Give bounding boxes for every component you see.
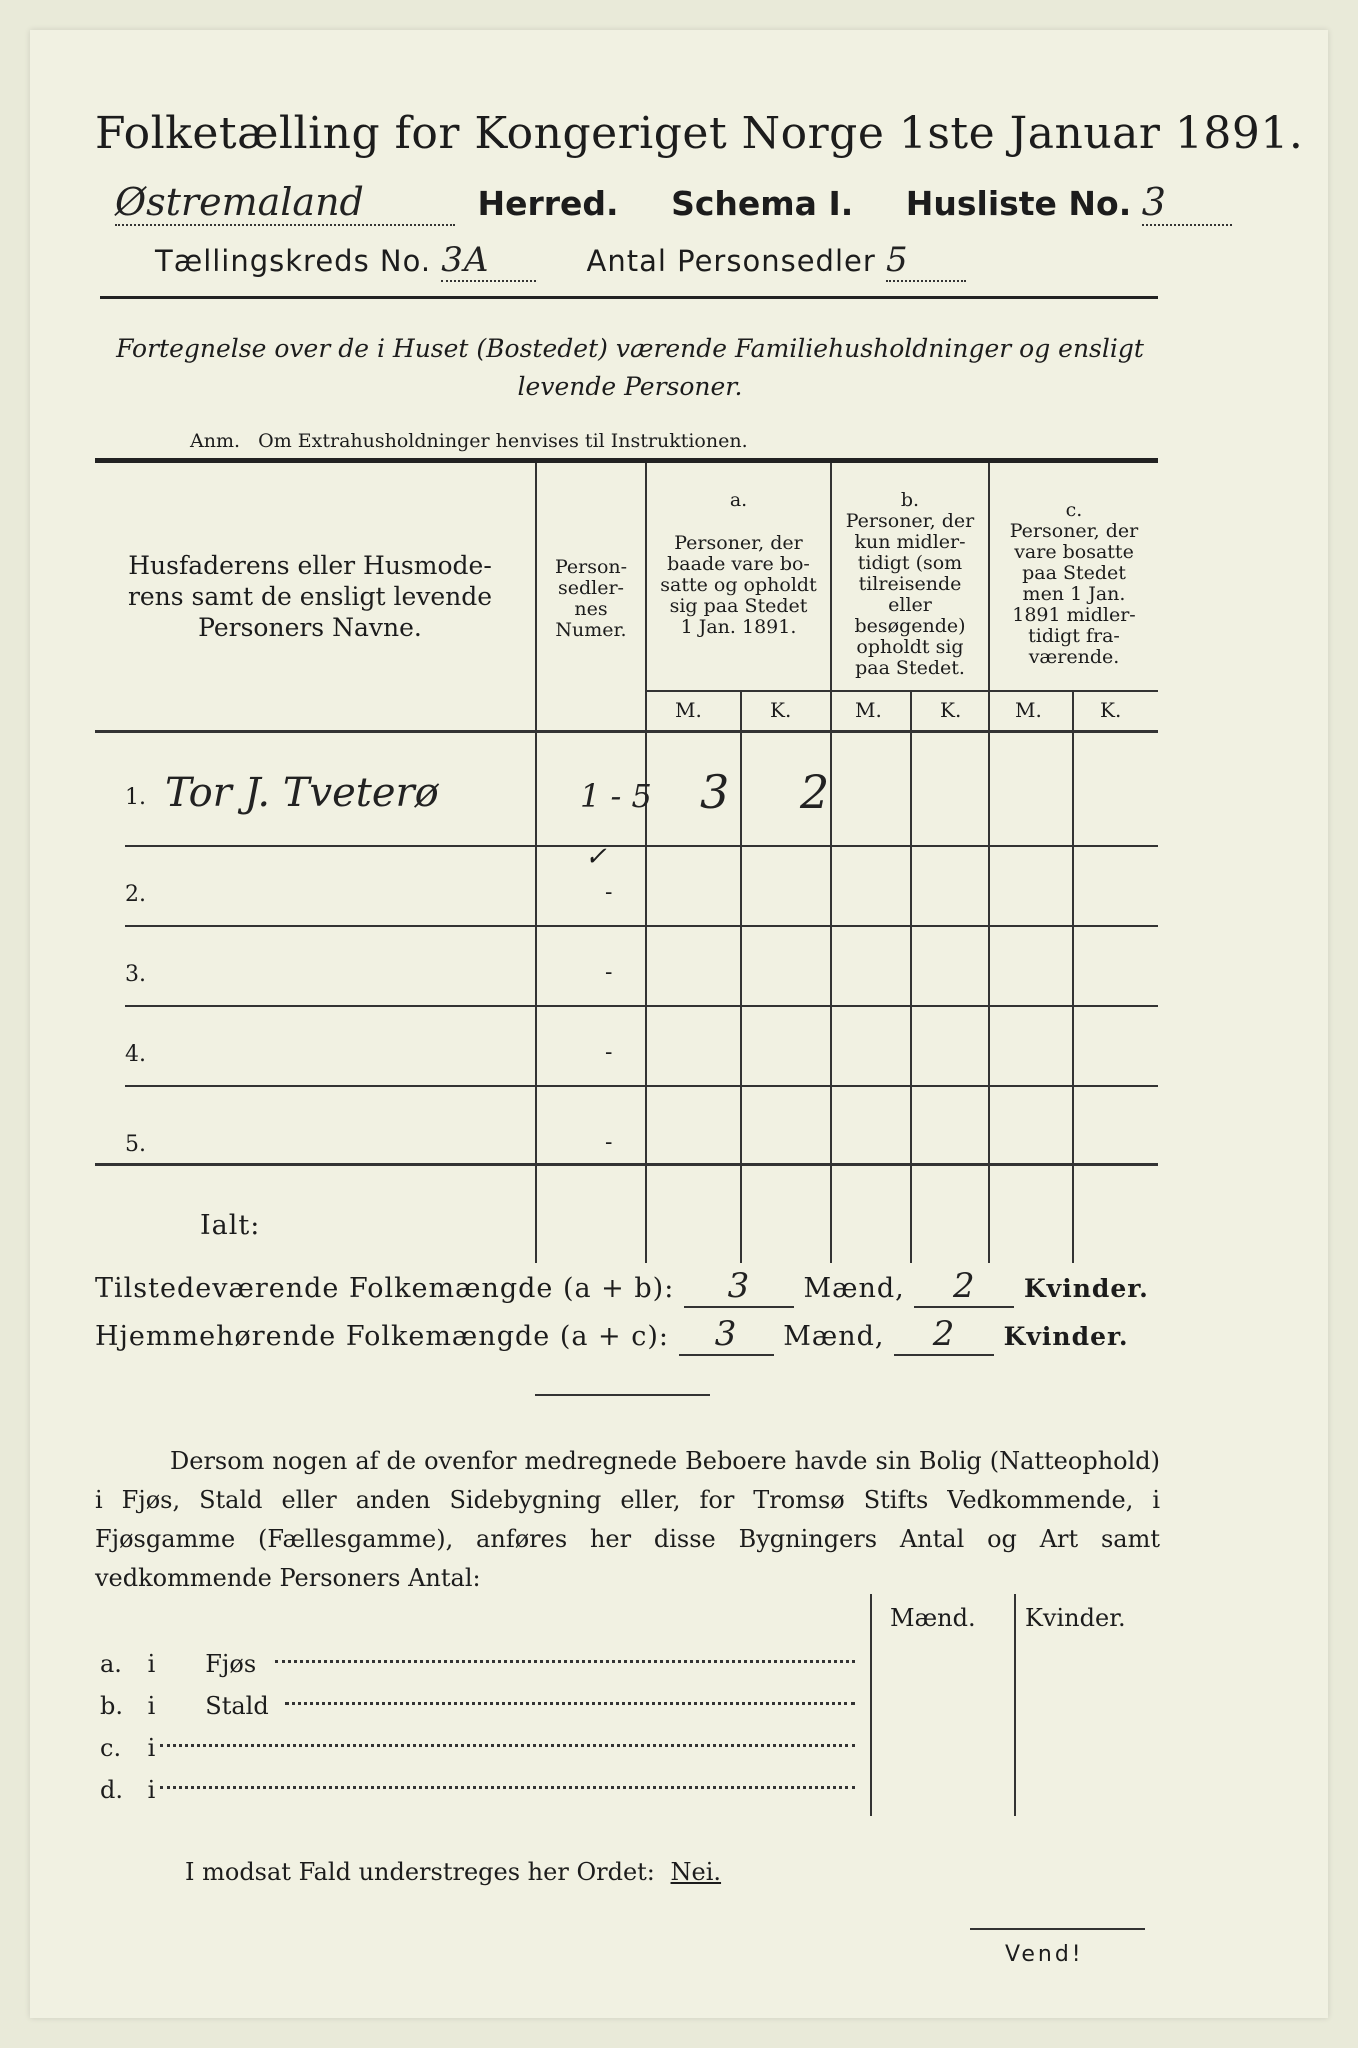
k-label: K. (1100, 698, 1122, 722)
vend-rule (970, 1928, 1145, 1930)
leader-dots (275, 1660, 855, 1663)
buildings-paragraph: Dersom nogen af de ovenfor medregnede Beboere havde sin Bolig (Natteophold) i Fjøs, Stald eller anden Sidebygning eller, for Tromsø Stifts Vedkommende, i Fjøsgamme (Fællesgamme), anføres her disse Bygningers Antal og Art samt vedkommende Personers Antal: (95, 1447, 1160, 1592)
schema-label: Schema I. (671, 184, 854, 223)
buildings-maend-header: Mænd. (890, 1604, 976, 1632)
row-a-k: 2 (800, 765, 830, 819)
antal-value: 5 (886, 240, 966, 282)
tilstede-kvinder-label: Kvinder. (1023, 1274, 1149, 1303)
anm-note: Anm. Om Extrahusholdninger henvises til Instruktionen. (190, 430, 748, 452)
m-label: M. (675, 698, 702, 722)
row-rule (125, 1085, 1158, 1087)
tilstede-label: Tilstedeværende Folkemængde (a + b): (95, 1273, 675, 1304)
table-row (95, 1110, 1158, 1170)
hjemme-label: Hjemmehørende Folkemængde (a + c): (95, 1321, 669, 1352)
kreds-value: 3A (441, 240, 536, 282)
row-number: 5. (125, 1132, 146, 1157)
row-number: 2. (125, 882, 146, 907)
herred-label: Herred. (477, 184, 619, 223)
table-top-rule (95, 458, 1158, 463)
row-rule (125, 1005, 1158, 1007)
k-label: K. (770, 698, 792, 722)
table-bottom-rule (95, 1163, 1158, 1166)
building-item: c. i (100, 1734, 198, 1762)
hjemme-kvinder-value: 2 (894, 1314, 994, 1356)
leader-dots (160, 1744, 855, 1747)
table-row (95, 950, 1158, 1010)
hjemme-line (95, 1314, 1129, 1356)
row-a-m: 3 (700, 765, 730, 819)
building-item: d. i (100, 1776, 198, 1804)
row-sedler: - (605, 880, 613, 905)
row-rule (125, 845, 1158, 847)
vend-label: Vend! (1005, 1942, 1084, 1967)
col-c-header: c. Personer, der vare bosatte paa Stedet men 1 Jan. 1891 midler- tidigt fra- værende. (1009, 499, 1139, 668)
herred-line (115, 180, 1232, 226)
section-separator (535, 1394, 710, 1396)
buildings-kvinder-header: Kvinder. (1025, 1604, 1126, 1632)
subtitle-line-2: levende Personer. (517, 372, 743, 401)
table-row (95, 765, 1158, 845)
building-item: a. i Fjøs (100, 1650, 256, 1678)
row-sedler: - (605, 1130, 613, 1155)
m-label: M. (855, 698, 882, 722)
kreds-line (155, 240, 966, 282)
tilstede-line (95, 1266, 1149, 1308)
col-a-header: a. Personer, der baade vare bo- satte og opholdt sig paa Stedet 1 Jan. 1891. (660, 489, 817, 638)
row-sedler: - (605, 960, 613, 985)
antal-label: Antal Personsedler (586, 244, 876, 278)
form-subtitle (95, 330, 1165, 406)
row-sedler: 1 - 5 (580, 777, 652, 815)
herred-value: Østremaland (115, 180, 455, 226)
hjemme-kvinder-label: Kvinder. (1003, 1322, 1129, 1351)
building-item: b. i Stald (100, 1692, 269, 1720)
col-name-header: Husfaderens eller Husmode- rens samt de ensligt levende Personers Navne. (127, 551, 493, 642)
row-rule (125, 925, 1158, 927)
leader-dots (160, 1786, 855, 1789)
m-label: M. (1015, 698, 1042, 722)
subtitle-line-1: Fortegnelse over de i Huset (Bostedet) værende Familiehusholdninger og ensligt (116, 334, 1144, 363)
row-number: 3. (125, 962, 146, 987)
husliste-value: 3 (1142, 180, 1232, 226)
modsat-word: Nei. (670, 1858, 722, 1886)
mk-labels (645, 698, 1158, 726)
row-number: 1. (125, 785, 146, 810)
tilstede-kvinder-value: 2 (914, 1266, 1014, 1308)
husliste-label: Husliste No. (905, 184, 1132, 223)
tilstede-maend-label: Mænd, (803, 1273, 905, 1304)
table-row (95, 870, 1158, 930)
k-label: K. (940, 698, 962, 722)
hjemme-maend-label: Mænd, (783, 1321, 885, 1352)
leader-dots (285, 1702, 855, 1705)
census-form-page (30, 30, 1328, 2018)
table-subheader-rule (645, 690, 1158, 692)
table-header-rule (95, 730, 1158, 733)
tilstede-maend-value: 3 (684, 1266, 794, 1308)
modsat-line (185, 1858, 721, 1886)
buildings-divider (1014, 1594, 1016, 1816)
hjemme-maend-value: 3 (679, 1314, 774, 1356)
row-sedler: - (605, 1040, 613, 1065)
row-check-marks: ✓ (585, 842, 607, 872)
row-name: Tor J. Tveterø (165, 770, 439, 816)
table-row (95, 1030, 1158, 1090)
row-number: 4. (125, 1042, 146, 1067)
header-rule (100, 296, 1158, 299)
buildings-divider (870, 1594, 872, 1816)
col-num-header: Person- sedler- nes Numer. (554, 556, 628, 641)
col-b-header: b. Personer, der kun midler- tidigt (som tilreisende eller besøgende) opholdt sig paa Stedet. (845, 489, 975, 679)
modsat-label: I modsat Fald understreges her Ordet: (185, 1858, 655, 1886)
kreds-label: Tællingskreds No. (155, 244, 432, 278)
form-title: Folketælling for Kongeriget Norge 1ste Januar 1891. (95, 108, 1304, 159)
ialt-label: Ialt: (200, 1210, 261, 1241)
